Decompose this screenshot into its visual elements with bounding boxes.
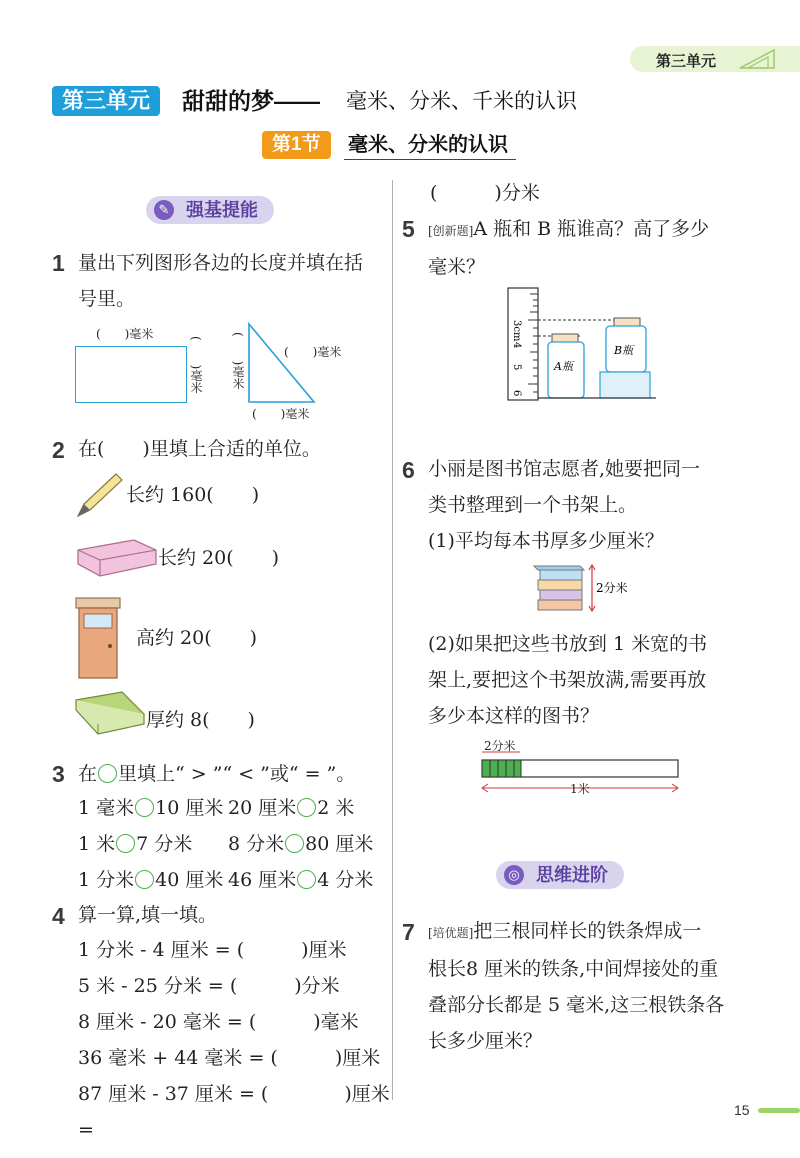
rect-right-label: ( )毫米: [189, 336, 203, 394]
stack-height-label: 2分米: [596, 581, 628, 595]
compare-row: 1 米 7 分米 8 分米 80 厘米: [78, 833, 374, 855]
question-text: 在( )里填上合适的单位。: [78, 438, 321, 460]
question-number: 2: [52, 437, 65, 463]
bar-top-label: 2分米: [484, 739, 516, 753]
answer-circle[interactable]: [116, 834, 135, 853]
question-text: 量出下列图形各边的长度并填在括 号里。: [78, 252, 364, 310]
section-pill-advanced: [496, 861, 624, 889]
question-number: 6: [402, 457, 415, 483]
ruler-decoration-icon: [738, 48, 778, 70]
triangle-left-label: ( )毫米: [231, 332, 245, 390]
question-text: 小丽是图书馆志愿者,她要把同一 类书整理到一个书架上。 (1)平均每本书厚多少厘米？: [428, 458, 701, 552]
question-text: [创新题]A 瓶和 B 瓶谁高？高了多少 毫米？: [428, 218, 710, 278]
filled-portion: [482, 760, 521, 777]
question-text: 在 里填上“ > ”“ < ”或“ = ”。: [78, 763, 356, 785]
compare-row: 1 毫米 10 厘米 20 厘米 2 米: [78, 797, 355, 819]
calc-line-continued: ( )分米: [430, 182, 540, 204]
bar-bottom-label: 1米: [570, 782, 590, 796]
pencil-case-image: [74, 536, 160, 582]
page-number: 15: [734, 1102, 750, 1118]
book-image: [74, 690, 146, 740]
unit-tab-label: 第三单元: [656, 53, 717, 70]
ruler-label: 4: [511, 342, 522, 349]
door-image: [74, 596, 122, 680]
q2-item: 高约 20( ): [136, 627, 258, 649]
compare-grid: [78, 790, 388, 898]
triangle-figure: [246, 322, 318, 404]
question-number: 4: [52, 903, 65, 929]
question-number: 3: [52, 761, 65, 787]
question-number: 7: [402, 919, 415, 945]
ruler-label: 3cm: [511, 320, 522, 342]
column-divider: [392, 180, 393, 1100]
footer-bar: [758, 1108, 800, 1113]
answer-circle[interactable]: [297, 798, 316, 817]
question-number: 5: [402, 216, 415, 242]
section-pill-label: 强基提能: [186, 200, 258, 220]
bottle-b-label: B瓶: [614, 344, 634, 357]
triangle-hyp-label: ( )毫米: [284, 345, 342, 359]
answer-circle[interactable]: [135, 870, 154, 889]
answer-circle[interactable]: [98, 764, 117, 783]
q2-item: 长约 20( ): [158, 547, 280, 569]
unit-subtitle: 毫米、分米、千米的认识: [346, 90, 577, 113]
calc-line: 1 分米 - 4 厘米 = ( )厘米: [78, 939, 347, 961]
medal-icon: ◎: [504, 865, 524, 885]
calc-list: [78, 932, 390, 1148]
unit-tab: [630, 46, 800, 72]
calc-line: 5 米 - 25 分米 = ( )分米: [78, 975, 340, 997]
calc-line: 36 毫米 + 44 毫米 = ( )厘米: [78, 1047, 381, 1069]
unit-badge: 第三单元: [52, 86, 160, 116]
pen-image: [74, 470, 126, 520]
question-text: (2)如果把这些书放到 1 米宽的书 架上,要把这个书架放满,需要再放 多少本这样的图书？: [428, 633, 708, 727]
ruler-label: 5: [511, 364, 522, 371]
compare-row: 1 分米 40 厘米 46 厘米 4 分米: [78, 869, 374, 891]
question-text: 算一算,填一填。: [78, 904, 218, 926]
bottle-ruler-figure: [500, 286, 660, 404]
question-tag: [创新题]: [428, 224, 474, 238]
triangle-bottom-label: ( )毫米: [252, 407, 310, 421]
question-tag: [培优题]: [428, 926, 474, 940]
q2-item: 厚约 8( ): [146, 709, 255, 731]
section-pill-basic: [146, 196, 274, 224]
calc-line: 87 厘米 - 37 厘米 = ( )厘米 =: [78, 1083, 390, 1141]
bottle-a-label: A瓶: [554, 360, 573, 373]
section-title: 毫米、分米的认识: [344, 131, 516, 160]
answer-circle[interactable]: [135, 798, 154, 817]
book-stack-figure: [530, 560, 630, 618]
rectangle-figure: [75, 346, 187, 403]
question-text: [培优题]把三根同样长的铁条焊成一 根长8 厘米的铁条,中间焊接处的重 叠部分长都是 5 毫米,这三根铁条各 长多少厘米？: [428, 920, 725, 1052]
section-badge: 第1节: [262, 131, 331, 159]
question-number: 1: [52, 250, 65, 276]
section-pill-label: 思维进阶: [536, 865, 608, 885]
calc-line: 8 厘米 - 20 毫米 = ( )毫米: [78, 1011, 359, 1033]
pencil-icon: ✎: [154, 200, 174, 220]
unit-title: 甜甜的梦——: [182, 88, 320, 114]
answer-circle[interactable]: [297, 870, 316, 889]
ruler-label: 6: [511, 390, 522, 397]
q2-item: 长约 160( ): [126, 484, 260, 506]
rect-top-label: ( )毫米: [96, 327, 154, 341]
answer-circle[interactable]: [285, 834, 304, 853]
